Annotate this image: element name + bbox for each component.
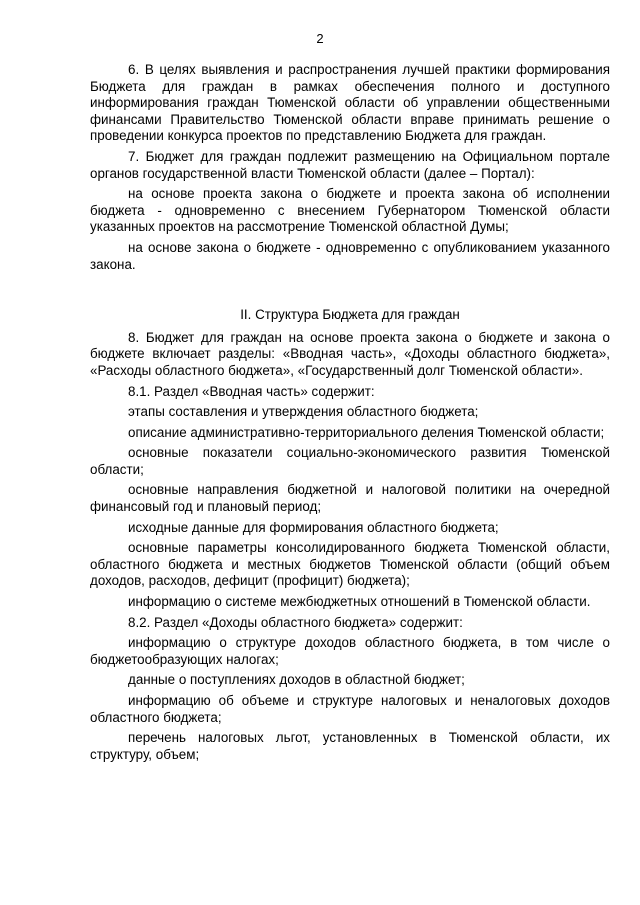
- section-heading: II. Структура Бюджета для граждан: [240, 307, 460, 323]
- paragraph: информацию о структуре доходов областного бюджета, в том числе о бюджетообразующих налогах;: [90, 635, 610, 667]
- paragraph: основные направления бюджетной и налоговой политики на очередной финансовый год и плановый период;: [90, 482, 610, 515]
- paragraph: 8. Бюджет для граждан на основе проекта закона о бюджете и закона о бюджете включает разделы: «Вводная часть», «Доходы областного бюджета», «Расходы областного бюджета», «Государственный долг Тюменской области».: [90, 329, 610, 378]
- paragraph: 8.1. Раздел «Вводная часть» содержит:: [128, 383, 375, 399]
- paragraph: 6. В целях выявления и распространения лучшей практики формирования Бюджета для граждан в рамках обеспечения полного и доступного информирования граждан Тюменской области об управлении общественными финансами Правительство Тюменской области вправе принимать решение о проведении конкурса проектов по представлению Бюджета для граждан.: [90, 62, 610, 144]
- document-body: [90, 62, 610, 767]
- paragraph: 8.2. Раздел «Доходы областного бюджета» содержит:: [128, 614, 463, 630]
- paragraph: перечень налоговых льгот, установленных в Тюменской области, их структуру, объем;: [90, 730, 610, 762]
- paragraph: этапы составления и утверждения областного бюджета;: [128, 404, 479, 420]
- paragraph: информацию об объеме и структуре налоговых и неналоговых доходов областного бюджета;: [90, 693, 610, 725]
- paragraph: на основе закона о бюджете - одновременно с опубликованием указанного закона.: [90, 239, 610, 272]
- paragraph: 7. Бюджет для граждан подлежит размещению на Официальном портале органов государственной власти Тюменской области (далее – Портал):: [90, 148, 610, 181]
- paragraph: описание административно-территориального деления Тюменской области;: [128, 424, 605, 440]
- paragraph: данные о поступлениях доходов в областной бюджет;: [128, 672, 465, 688]
- paragraph: основные параметры консолидированного бюджета Тюменской области, областного бюджета и местных бюджетов Тюменской области (общий объем доходов, расходов, дефицит (профицит) бюджета);: [90, 540, 610, 589]
- paragraph: информацию о системе межбюджетных отношений в Тюменской области.: [128, 594, 591, 610]
- page-number: 2: [316, 31, 324, 46]
- paragraph: на основе проекта закона о бюджете и проекта закона об исполнении бюджета - одновременно с внесением Губернатором Тюменской области указанных проектов на рассмотрение Тюменской областной Думы;: [90, 186, 610, 235]
- paragraph: основные показатели социально-экономического развития Тюменской области;: [90, 445, 610, 477]
- paragraph: исходные данные для формирования областного бюджета;: [128, 519, 499, 535]
